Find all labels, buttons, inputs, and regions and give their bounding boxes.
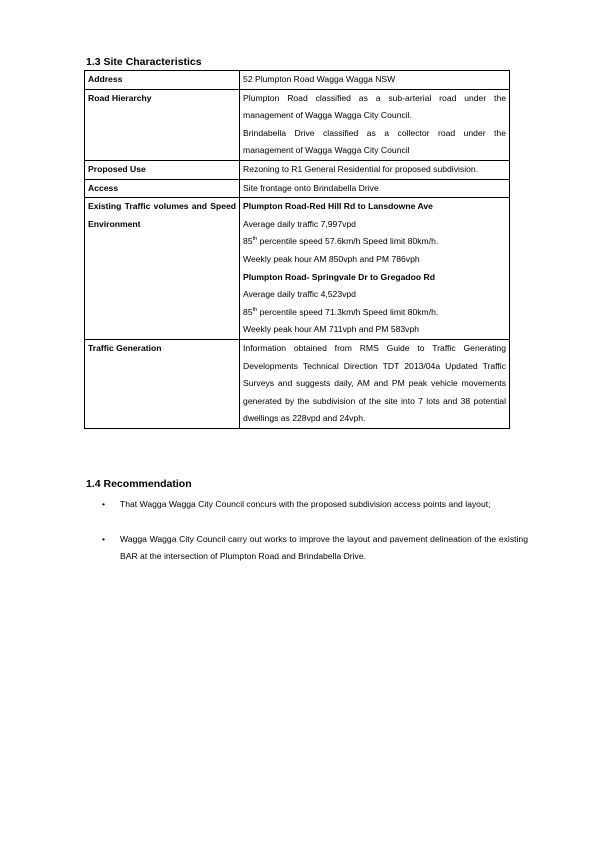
list-item [98,496,528,514]
traffic-block-2-heading: Plumpton Road- Springvale Dr to Gregadoo Rd [243,271,435,282]
road-hierarchy-plumpton: Plumpton Road classified as a sub-arterial road under the management of Wagga Wagga City Council. [243,92,506,121]
row-label-road-hierarchy: Road Hierarchy [85,89,240,160]
row-value-existing-traffic [240,198,510,340]
road-hierarchy-brindabella: Brindabella Drive classified as a collector road under the management of Wagga Wagga City Council [243,127,506,156]
table-row [85,339,510,428]
row-label-existing-traffic: Existing Traffic volumes and Speed Environment [85,198,240,340]
recommendation-text-2: Wagga Wagga City Council carry out works to improve the layout and pavement delineation of the existing BAR at the intersection of Plumpton Road and Brindabella Drive. [120,533,528,562]
table-row [85,160,510,179]
section-heading-recommendation: 1.4 Recommendation [86,478,192,490]
table-row [85,198,510,340]
site-characteristics-table [84,70,510,429]
traffic-block-1-speed: 85th percentile speed 57.6km/h Speed limit 80km/h. [243,236,439,247]
table-row [85,179,510,198]
table-row [85,71,510,90]
bullet-icon: • [102,499,106,509]
row-value-proposed-use: Rezoning to R1 General Residential for proposed subdivision. [240,160,510,179]
row-value-address: 52 Plumpton Road Wagga Wagga NSW [240,71,510,90]
bullet-icon: • [102,533,106,544]
recommendation-list [98,496,528,566]
traffic-block-1-peak: Weekly peak hour AM 850vph and PM 786vph [243,253,420,264]
traffic-block-2-speed: 85th percentile speed 71.3km/h Speed limit 80km/h. [243,306,439,317]
row-value-road-hierarchy [240,89,510,160]
recommendation-text-1: That Wagga Wagga City Council concurs with the proposed subdivision access points and layout; [120,499,491,509]
list-item [98,531,528,566]
row-label-address: Address [85,71,240,90]
traffic-block-1-adt: Average daily traffic 7,997vpd [243,218,356,229]
row-label-access: Access [85,179,240,198]
row-label-traffic-generation: Traffic Generation [85,339,240,428]
row-label-proposed-use: Proposed Use [85,160,240,179]
table-row [85,89,510,160]
traffic-block-2-adt: Average daily traffic 4,523vpd [243,289,356,300]
traffic-block-2-peak: Weekly peak hour AM 711vph and PM 583vph [243,324,420,335]
row-value-traffic-generation: Information obtained from RMS Guide to Traffic Generating Developments Technical Direction TDT 2013/04a Updated Traffic Surveys and suggests daily, AM and PM peak vehicle movements generated by the subdivision of the site into 7 lots and 38 potential dwellings as 228vpd and 24vph. [240,339,510,428]
traffic-block-1-heading: Plumpton Road-Red Hill Rd to Lansdowne Ave [243,201,433,212]
section-heading-site-characteristics: 1.3 Site Characteristics [86,56,202,68]
row-value-access: Site frontage onto Brindabella Drive [240,179,510,198]
